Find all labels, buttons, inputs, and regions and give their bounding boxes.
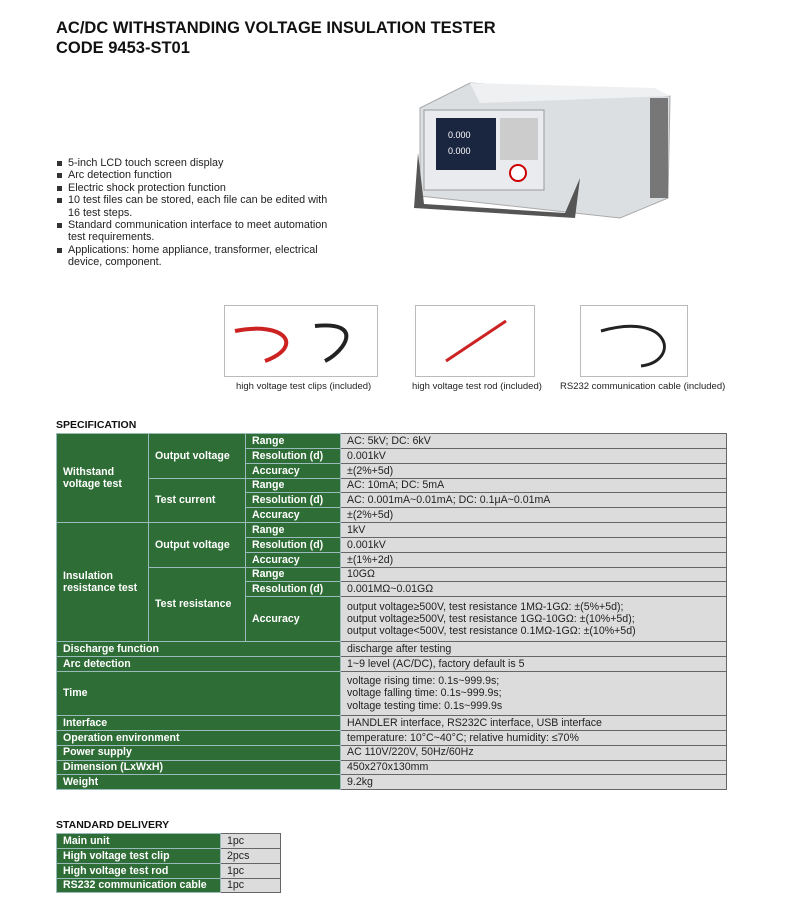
table-row	[57, 834, 281, 849]
table-row	[57, 642, 727, 657]
table-row	[57, 745, 727, 760]
delivery-item: High voltage test rod	[57, 863, 221, 878]
delivery-table	[56, 833, 281, 893]
param-label: Operation environment	[57, 730, 341, 745]
param-value: ±(2%+5d)	[341, 463, 727, 478]
param-value: temperature: 10°C~40°C; relative humidity: ≤70%	[341, 730, 727, 745]
table-row	[57, 760, 727, 775]
delivery-item: Main unit	[57, 834, 221, 849]
param-label: Resolution (d)	[246, 537, 341, 552]
table-row	[57, 863, 281, 878]
param-value: AC: 0.001mA~0.01mA; DC: 0.1μA~0.01mA	[341, 493, 727, 508]
feature-item: Standard communication interface to meet automation test requirements.	[56, 219, 331, 244]
param-label: Range	[246, 478, 341, 493]
caption-rs232-cable: RS232 communication cable (included)	[560, 381, 726, 392]
table-row	[57, 657, 727, 672]
svg-text:0.000: 0.000	[448, 130, 471, 140]
param-label: Weight	[57, 775, 341, 790]
param-value: output voltage≥500V, test resistance 1MΩ-1GΩ: ±(5%+5d); output voltage≥500V, test resistance 1GΩ-10GΩ: ±(10%+5d); output voltage<500V, test resistance 0.1MΩ-1GΩ: ±(10%+5d)	[341, 597, 727, 642]
table-row	[57, 715, 727, 730]
delivery-item: High voltage test clip	[57, 848, 221, 863]
param-value: 10GΩ	[341, 567, 727, 582]
param-value: 450x270x130mm	[341, 760, 727, 775]
param-value: discharge after testing	[341, 642, 727, 657]
param-label: Accuracy	[246, 508, 341, 523]
group-label: Test current	[149, 478, 246, 523]
param-label: Interface	[57, 715, 341, 730]
table-row	[57, 730, 727, 745]
tester-device-image	[410, 78, 672, 223]
table-row	[57, 567, 727, 582]
param-label: Range	[246, 523, 341, 538]
param-label: Resolution (d)	[246, 582, 341, 597]
param-label: Accuracy	[246, 463, 341, 478]
group-label: Output voltage	[149, 434, 246, 479]
caption-test-clips: high voltage test clips (included)	[236, 381, 372, 392]
table-row	[57, 523, 727, 538]
param-value: HANDLER interface, RS232C interface, USB interface	[341, 715, 727, 730]
param-value: AC: 10mA; DC: 5mA	[341, 478, 727, 493]
table-row	[57, 671, 727, 715]
param-label: Accuracy	[246, 552, 341, 567]
delivery-qty: 1pc	[221, 834, 281, 849]
param-label: Resolution (d)	[246, 493, 341, 508]
param-value: 0.001kV	[341, 537, 727, 552]
delivery-item: RS232 communication cable	[57, 878, 221, 893]
param-label: Resolution (d)	[246, 448, 341, 463]
param-value: 0.001kV	[341, 448, 727, 463]
group-label: Output voltage	[149, 523, 246, 568]
delivery-qty: 1pc	[221, 863, 281, 878]
spec-heading: SPECIFICATION	[56, 419, 137, 431]
table-row	[57, 848, 281, 863]
param-value: 1kV	[341, 523, 727, 538]
param-value: ±(1%+2d)	[341, 552, 727, 567]
param-value: 9.2kg	[341, 775, 727, 790]
param-value: voltage rising time: 0.1s~999.9s; voltage falling time: 0.1s~999.9s; voltage testing time: 0.1s~999.9s	[341, 671, 727, 715]
param-label: Discharge function	[57, 642, 341, 657]
svg-text:0.000: 0.000	[448, 146, 471, 156]
param-label: Power supply	[57, 745, 341, 760]
withstand-label: Withstand voltage test	[57, 434, 149, 523]
param-label: Arc detection	[57, 657, 341, 672]
insulation-label: Insulation resistance test	[57, 523, 149, 642]
page-title: AC/DC WITHSTANDING VOLTAGE INSULATION TESTER CODE 9453-ST01	[56, 19, 496, 57]
param-value: AC: 5kV; DC: 6kV	[341, 434, 727, 449]
param-label: Dimension (LxWxH)	[57, 760, 341, 775]
table-row	[57, 878, 281, 893]
spec-table	[56, 433, 727, 790]
param-value: ±(2%+5d)	[341, 508, 727, 523]
feature-item: 10 test files can be stored, each file can be edited with 16 test steps.	[56, 194, 331, 219]
param-value: 0.001MΩ~0.01GΩ	[341, 582, 727, 597]
param-value: AC 110V/220V, 50Hz/60Hz	[341, 745, 727, 760]
feature-item: Arc detection function	[56, 169, 331, 181]
param-value: 1~9 level (AC/DC), factory default is 5	[341, 657, 727, 672]
param-label: Range	[246, 567, 341, 582]
delivery-qty: 2pcs	[221, 848, 281, 863]
caption-test-rod: high voltage test rod (included)	[412, 381, 542, 392]
feature-item: Electric shock protection function	[56, 182, 331, 194]
feature-item: 5-inch LCD touch screen display	[56, 157, 331, 169]
param-label: Range	[246, 434, 341, 449]
param-label: Time	[57, 671, 341, 715]
group-label: Test resistance	[149, 567, 246, 642]
delivery-qty: 1pc	[221, 878, 281, 893]
table-row	[57, 775, 727, 790]
delivery-heading: STANDARD DELIVERY	[56, 819, 170, 831]
table-row	[57, 478, 727, 493]
test-rod-image	[415, 305, 535, 377]
rs232-cable-image	[580, 305, 688, 377]
feature-item: Applications: home appliance, transformer, electrical device, component.	[56, 244, 331, 269]
table-row	[57, 434, 727, 449]
param-label: Accuracy	[246, 597, 341, 642]
feature-list	[56, 157, 331, 269]
test-clips-image	[224, 305, 378, 377]
